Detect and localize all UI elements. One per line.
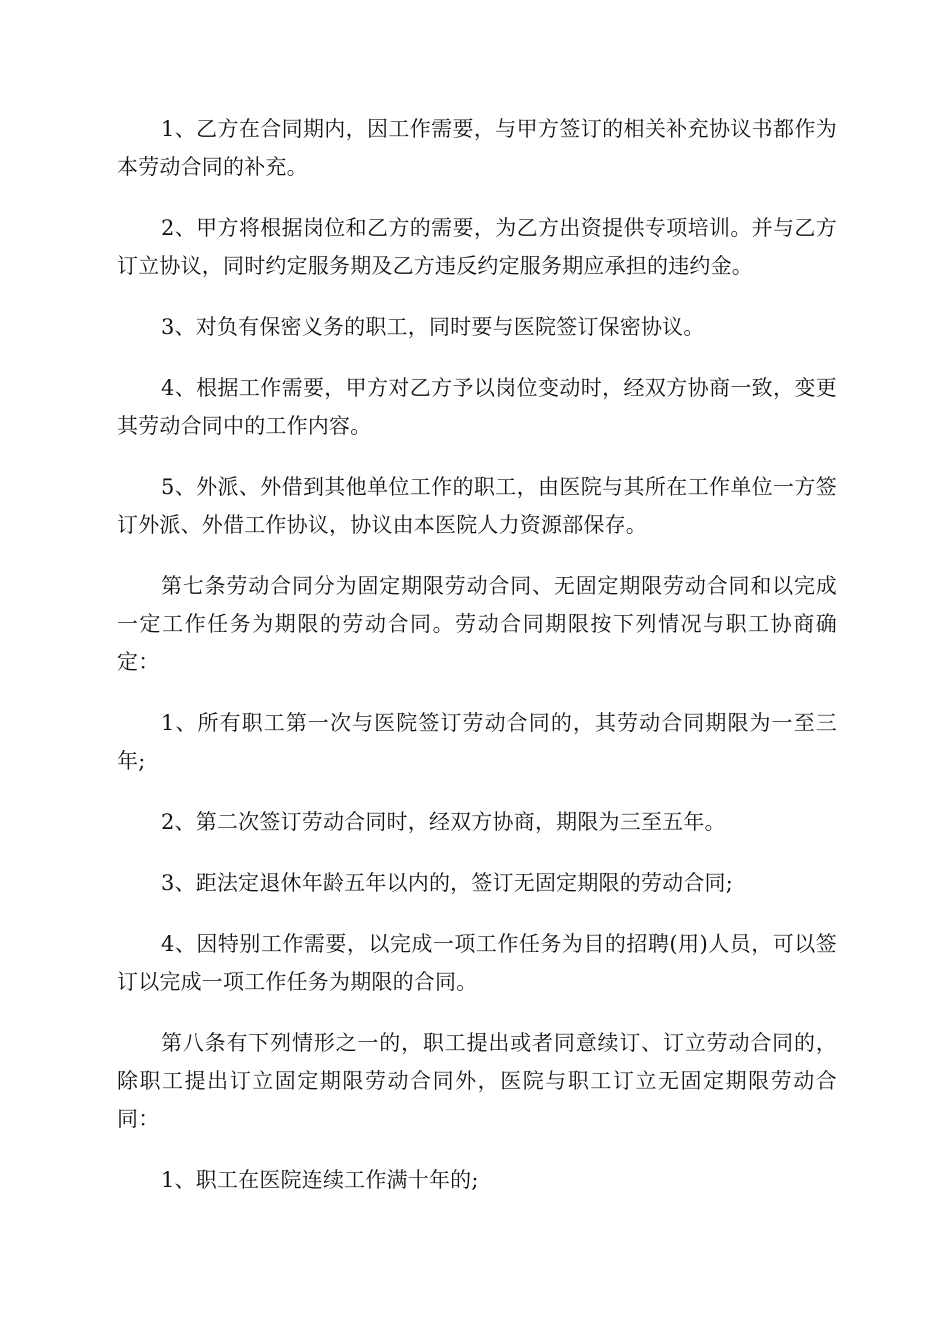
paragraph-external-assignment: 5、外派、外借到其他单位工作的职工，由医院与其所在工作单位一方签订外派、外借工作协议，协议由本医院人力资源部保存。 (117, 475, 837, 537)
paragraph-special-task: 4、因特别工作需要，以完成一项工作任务为目的招聘(用)人员，可以签订以完成一项工作任务为期限的合同。 (117, 932, 837, 994)
paragraph-article-eight: 第八条有下列情形之一的，职工提出或者同意续订、订立劳动合同的，除职工提出订立固定期限劳动合同外，医院与职工订立无固定期限劳动合同： (117, 1031, 837, 1131)
paragraph-near-retirement: 3、距法定退休年龄五年以内的，签订无固定期限的劳动合同; (161, 871, 734, 895)
paragraph-second-contract-term: 2、第二次签订劳动合同时，经双方协商，期限为三至五年。 (161, 810, 726, 834)
paragraph-first-contract-term: 1、所有职工第一次与医院签订劳动合同的，其劳动合同期限为一至三年; (117, 711, 837, 773)
paragraph-training-agreement: 2、甲方将根据岗位和乙方的需要，为乙方出资提供专项培训。并与乙方订立协议，同时约定服务期及乙方违反约定服务期应承担的违约金。 (117, 216, 837, 278)
paragraph-supplement-agreement: 1、乙方在合同期内，因工作需要，与甲方签订的相关补充协议书都作为本劳动合同的补充。 (117, 117, 837, 179)
paragraph-article-seven: 第七条劳动合同分为固定期限劳动合同、无固定期限劳动合同和以完成一定工作任务为期限的劳动合同。劳动合同期限按下列情况与职工协商确定： (117, 574, 837, 674)
document-body (117, 110, 837, 1222)
paragraph-confidentiality-agreement: 3、对负有保密义务的职工，同时要与医院签订保密协议。 (161, 315, 705, 339)
paragraph-ten-years-service: 1、职工在医院连续工作满十年的; (161, 1168, 479, 1192)
paragraph-position-change: 4、根据工作需要，甲方对乙方予以岗位变动时，经双方协商一致，变更其劳动合同中的工作内容。 (117, 376, 837, 438)
